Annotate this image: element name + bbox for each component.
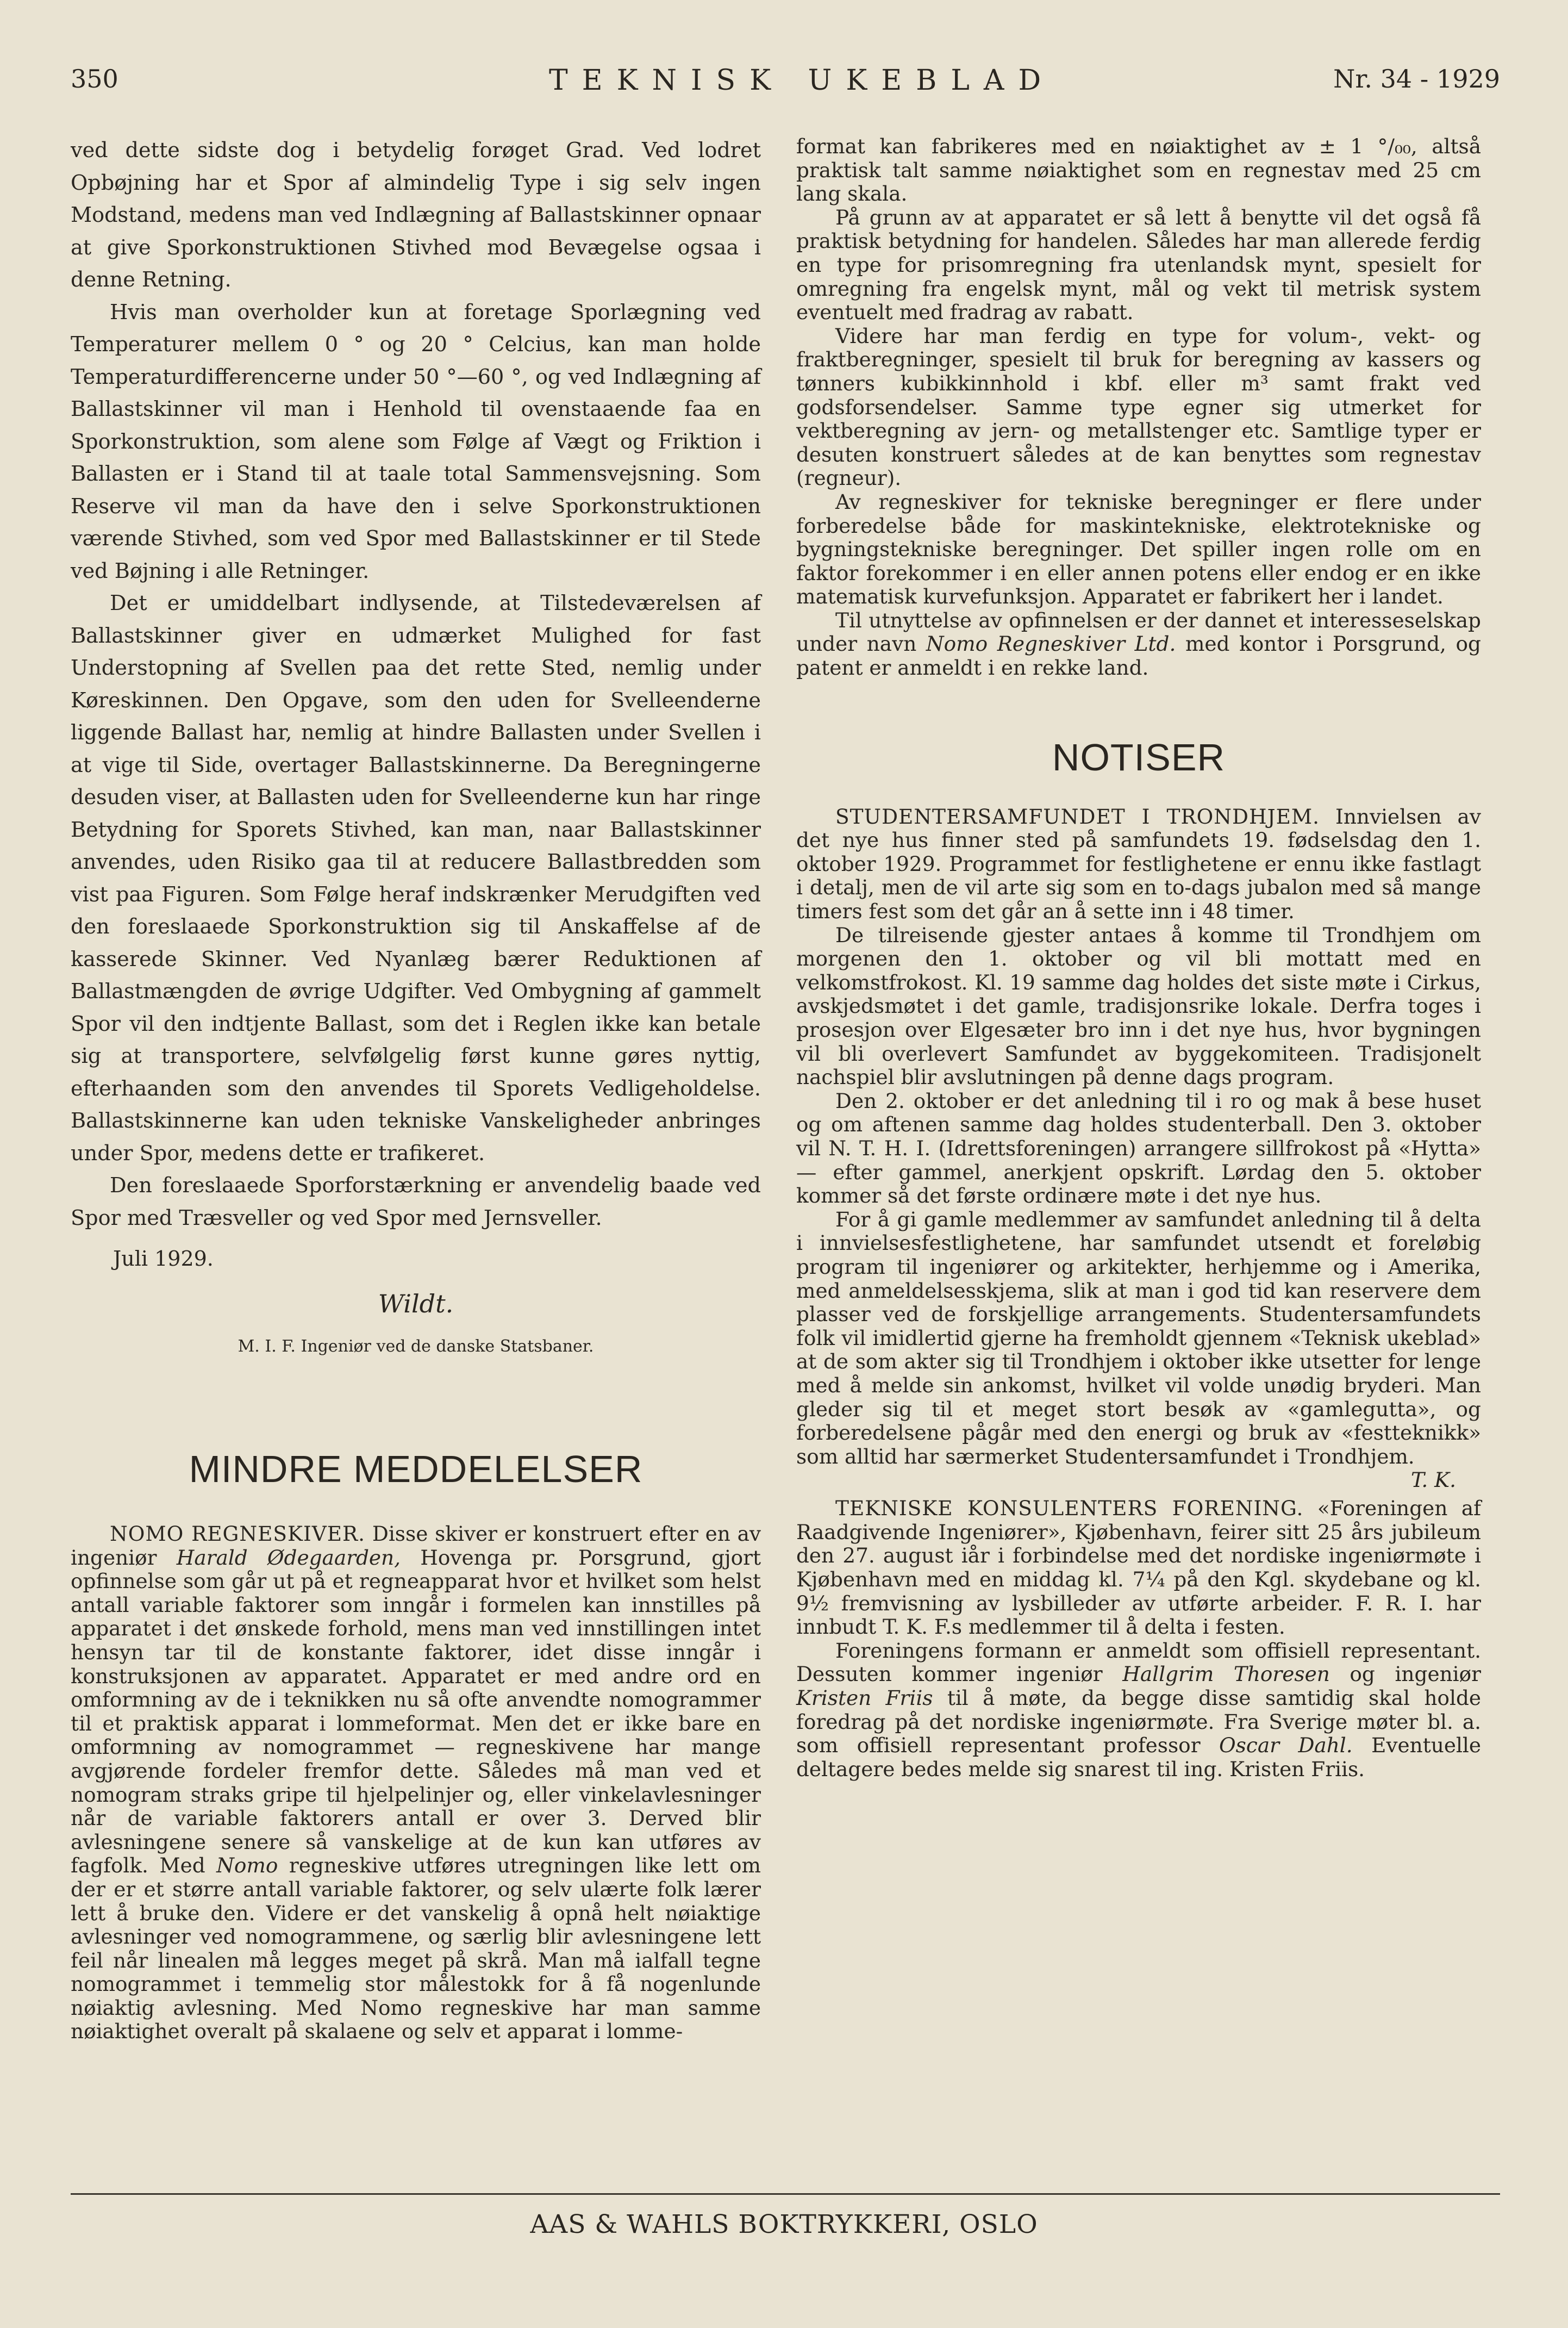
notice-paragraph <box>796 1207 1481 1492</box>
nomo-text: Til utnyttelse av opfinnelsen er der dannet et interesseselskap under navn <box>796 608 1481 656</box>
nomo-article <box>71 1522 761 2044</box>
notice-text: «Foreningen af Raadgivende Ingeniører», Kjøbenhavn, feirer sitt 25 års jubileum den 27. august iår i forbindelse med det nordiske ingeniørmøte i Kjøbenhavn med en middag kl. 7¼ på den Kgl. skydebane og kl. 9½ fremvisning av lysbilleder av utførte arbeider. F. R. I. har innbudt T. K. F.s medlemmer til å delta i festen. <box>796 1496 1481 1639</box>
author-note: M. I. F. Ingeniør ved de danske Statsbaner. <box>238 1337 594 1356</box>
notice-paragraph: Den 2. oktober er det anledning til i ro og mak å bese huset og om aftenen samme dag holdes studenterball. Den 3. oktober vil N. T. H. I. (Idrettsforeningen) arrangere sillfrokost på «Hytta» — efter gammel, anerkjent opskrift. Lørdag den 5. oktober kommer så det første ordinære møte i det nye hus. <box>796 1088 1481 1208</box>
article-paragraph: Det er umiddelbart indlysende, at Tilstedeværelsen af Ballastskinner giver en udmærket Mulighed for fast Understopning af Svellen paa det rette Sted, nemlig under Køreskinnen. Den Opgave, som den uden for Svelleenderne liggende Ballast har, nemlig at hindre Ballasten under Svellen i at vige til Side, overtager Ballastskinnerne. Da Beregningerne desuden viser, at Ballasten uden for Svelleenderne kun har ringe Betydning for Sporets Stivhed, kan man, naar Ballastskinner anvendes, uden Risiko gaa til at reducere Ballastbredden som vist paa Figuren. Som Følge heraf indskrænker Merudgiften ved den foreslaaede Sporkonstruktion sig til Anskaffelse af de kasserede Skinner. Ved Nyanlæg bærer Reduktionen af Ballastmængden de øvrige Udgifter. Ved Ombygning af gammelt Spor vil den indtjente Ballast, som det i Reglen ikke kan betale sig at transportere, selvfølgelig først kunne gøres nyttig, efterhaanden som den anvendes til Sporets Vedligeholdelse. Ballastskinnerne kan uden tekniske Vanskeligheder anbringes under Spor, medens dette er trafikeret. <box>71 592 761 1166</box>
page-number: 350 <box>71 64 118 94</box>
nomo-text: Hovenga pr. Porsgrund, gjort opfinnelse som går ut på et regneapparat hvor et hvilket som helst antall variable faktorer som inngår i formelen kan innstilles på apparatet i det ønskede forhold, mens man ved innstillingen intet hensyn tar til de konstante faktorer, idet disse inngår i konstruksjonen av apparatet. Apparatet er med andre ord en omformning av de i teknikken nu så ofte anvendte nomogrammer til et praktisk apparat i lommeformat. Men det er ikke bare en omformning av nomogrammet — regneskivene har mange avgjørende fordeler fremfor dette. Således må man ved et nomogram straks gripe til hjelpelinjer og, eller vinkelavlesninger når de variable faktorers antall er over 3. Derved blir avlesningene senere så vanskelige at de kun kan utføres av fagfolk. Med <box>71 1545 761 1878</box>
notice-signature: T. K. <box>1410 1468 1456 1492</box>
notice-text: til å møte, da begge disse samtidig skal holde foredrag på det nordiske ingeniørmøte. Fra Sverige møter bl. a. som offisiell representant professor <box>796 1686 1482 1758</box>
notice-text: For å gi gamle medlemmer av samfundet anledning til å delta i innvielsesfestlighetene, har samfundet utsendt et foreløbig program til ingeniører og arkitekter, herhjemme og i Amerika, med anmeldelsesskjema, slik at man i god tid kan reservere dem plasser ved de forskjellige arrangements. Studentersamfundets folk vil imidlertid gjerne ha fremholdt gjennem «Teknisk ukeblad» at de som akter sig til Trondhjem i oktober ikke utsetter for lenge med å melde sin ankomst, hvilket vil volde unødig bryderi. Man gleder sig til et meget stort besøk av «gamlegutta», og forberedelsene pågår med den energi og bruk av «festteknikk» som alltid har særmerket Studentersamfundet i Trondhjem. <box>796 1207 1481 1468</box>
issue-number: Nr. 34 - 1929 <box>1333 64 1500 94</box>
nomo-paragraph <box>796 609 1481 680</box>
notice-text: Innvielsen av det nye hus finner sted på samfundets 19. fødselsdag den 1. oktober 1929. Programmet for festlighetene er ennu ikke fastlagt i detalj, men de vil arte sig som en to-dags jubalon med så mange timers fest som det går an å sette inn i 48 timer. <box>796 804 1481 924</box>
notice-text: Eventuelle deltagere bedes melde sig snarest til ing. Kristen Friis. <box>796 1733 1482 1781</box>
notice-text: Foreningens formann er anmeldt som offisiell representant. Dessuten kommer ingeniør <box>796 1638 1481 1686</box>
journal-title: TEKNISK UKEBLAD <box>549 64 1055 97</box>
nomo-paragraph <box>71 1522 761 2044</box>
article-body <box>71 135 761 1235</box>
article-paragraph: ved dette sidste dog i betydelig forøget Grad. Ved lodret Opbøjning har et Spor af almindelig Type i sig selv ingen Modstand, medens man ved Indlægning af Ballastskinner opnaar at give Sporkonstruktionen Stivhed mod Bevægelse ogsaa i denne Retning. <box>71 139 761 292</box>
notice-title: STUDENTERSAMFUNDET I TRONDHJEM. <box>835 804 1320 829</box>
section-heading-mindre-meddelelser: MINDRE MEDDELELSER <box>189 1448 643 1490</box>
notice-paragraph <box>796 805 1481 924</box>
nomo-text: med kontor i Porsgrund, og patent er anmeldt i en rekke land. <box>796 632 1481 680</box>
notice-paragraph: De tilreisende gjester antaes å komme til Trondhjem om morgenen den 1. oktober og vil bli mottatt med en velkomstfrokost. Kl. 19 samme dag holdes det siste møte i Cirkus, avskjedsmøtet i det gamle, tradisjonsrike lokale. Derfra toges i prosesjon over Elgesæter bro inn i det nye hus, hvor bygningen vil bli overlevert Samfundet av byggekomiteen. Tradisjonelt nachspiel blir avslutningen på denne dags program. <box>796 923 1481 1090</box>
article-paragraph: Hvis man overholder kun at foretage Sporlægning ved Temperaturer mellem 0 ° og 20 ° Celcius, kan man holde Temperaturdifferencerne under 50 °—60 °, og ved Indlægning af Ballastskinner vil man i Henhold til ovenstaaende faa en Sporkonstruktion, som alene som Følge af Vægt og Friktion i Ballasten er i Stand til at taale total Sammensvejsning. Som Reserve vil man da have den i selve Sporkonstruktionen værende Stivhed, som ved Spor med Ballastskinner er til Stede ved Bøjning i alle Retninger. <box>71 300 761 583</box>
nomo-paragraph: Videre har man ferdig en type for volum-, vekt- og fraktberegninger, spesielt til bruk for beregning av kassers og tønners kubikkinnhold i kbf. eller m³ samt frakt ved godsforsendelser. Samme type egner sig utmerket for vektberegning av jern- og metallstenger etc. Samtlige typer er desuten konstruert således at de kan benyttes som regnestav (regneur). <box>796 323 1481 490</box>
nomo-article-continued <box>796 135 1481 680</box>
notice-paragraph <box>796 1639 1481 1782</box>
nomo-word: Nomo <box>216 1853 278 1878</box>
nomo-text: regneskive utføres utregningen like lett om der er et større antall variable faktorer, og selv ulærte folk lærer lett å bruke den. Videre er det vanskelig å opnå helt nøiaktige avlesninger ved nomogrammene, og særlig blir avlesningene lett feil når linealen må legges meget på skrå. Man må ialfall tegne nomogrammet i temmelig stor målestokk for å få nogenlunde nøiaktig avlesning. Med Nomo regneskive har man samme nøiaktighet overalt på skalaene og selv et apparat i lomme- <box>71 1853 761 2044</box>
nomo-title: NOMO REGNESKIVER. <box>110 1522 366 1546</box>
konsulenter-notice <box>796 1497 1481 1781</box>
left-column <box>71 135 761 2044</box>
printer-imprint: AAS & WAHLS BOKTRYKKERI, OSLO <box>530 2209 1038 2239</box>
nomo-paragraph: På grunn av at apparatet er så lett å benytte vil det også få praktisk betydning for handelen. Således har man allerede ferdig en type for prisomregning fra utenlandsk mynt, spesielt for omregning fra engelsk mynt, mål og vekt til metrisk system eventuelt med fradrag av rabatt. <box>796 205 1481 325</box>
person-name: Oscar Dahl. <box>1219 1733 1353 1758</box>
notice-paragraph <box>796 1497 1481 1639</box>
studentersamfundet-notice <box>796 804 1481 1492</box>
person-name: Hallgrim Thoresen <box>1122 1662 1330 1686</box>
nomo-paragraph: Av regneskiver for tekniske beregninger er flere under forberedelse både for maskintekniske, elektrotekniske og bygningstekniske beregninger. Det spiller ingen rolle om en faktor forekommer i en eller annen potens eller endog er en ikke matematisk kurvefunksjon. Apparatet er fabrikert her i landet. <box>796 489 1481 609</box>
article-date: Juli 1929. <box>113 1247 214 1271</box>
footer-rule <box>71 2193 1500 2195</box>
company-name: Nomo Regneskiver Ltd. <box>926 632 1176 656</box>
nomo-text: Disse skiver er konstruert efter en av ingeniør <box>71 1522 761 1570</box>
nomo-paragraph: format kan fabrikeres med en nøiaktighet av ± 1 °/₀₀, altså praktisk talt samme nøiaktighet som en regnestav med 25 cm lang skala. <box>796 134 1481 206</box>
page-header <box>71 64 1500 108</box>
person-name: Kristen Friis <box>796 1686 933 1710</box>
article-signature: Wildt. <box>378 1289 454 1318</box>
right-column <box>796 135 1481 1781</box>
notice-title: TEKNISKE KONSULENTERS FORENING. <box>835 1496 1304 1521</box>
inventor-name: Harald Ødegaarden, <box>176 1545 401 1570</box>
article-paragraph: Den foreslaaede Sporforstærkning er anvendelig baade ved Spor med Træsveller og ved Spor med Jernsveller. <box>71 1174 761 1230</box>
section-heading-notiser: NOTISER <box>1052 736 1226 779</box>
notice-text: og ingeniør <box>1350 1662 1481 1686</box>
